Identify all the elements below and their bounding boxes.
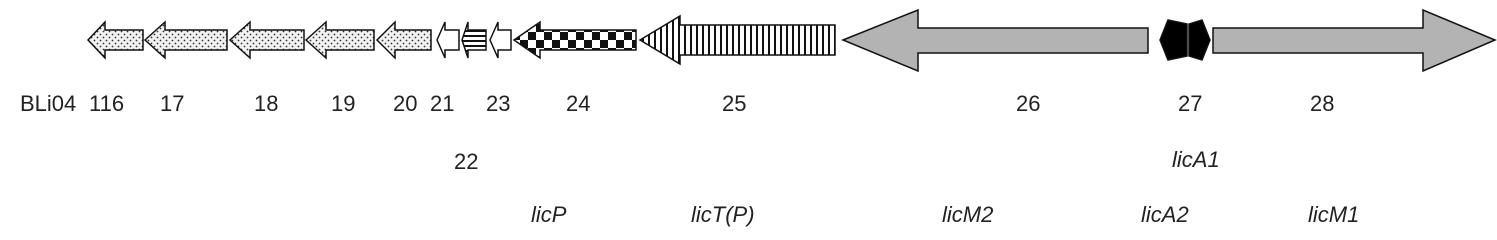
gene-arrow-16 bbox=[88, 22, 143, 58]
gene-name-licP: licP bbox=[531, 202, 567, 227]
gene-arrow-24 bbox=[514, 22, 636, 58]
prefix-label: BLi04 bbox=[20, 91, 77, 116]
gene-arrow-27-left bbox=[1160, 20, 1187, 60]
gene-label-20: 20 bbox=[393, 91, 418, 116]
gene-label-16: 116 bbox=[89, 91, 125, 116]
gene-label-28: 28 bbox=[1310, 91, 1335, 116]
gene-label-27: 27 bbox=[1178, 91, 1203, 116]
gene-label-17: 17 bbox=[160, 91, 185, 116]
gene-arrow-23 bbox=[490, 22, 511, 58]
gene-name-licM1: licM1 bbox=[1308, 202, 1360, 227]
gene-name-licA1: licA1 bbox=[1172, 147, 1220, 172]
gene-label-21: 21 bbox=[430, 91, 455, 116]
gene-name-licT-P: licT(P) bbox=[691, 202, 755, 227]
gene-arrow-28 bbox=[1213, 10, 1495, 71]
gene-arrow-27-right bbox=[1189, 20, 1210, 60]
gene-label-26: 26 bbox=[1016, 91, 1041, 116]
gene-label-23: 23 bbox=[486, 91, 511, 116]
gene-arrow-19 bbox=[306, 22, 374, 58]
gene-arrow-20 bbox=[377, 22, 431, 58]
gene-arrow-26 bbox=[843, 10, 1148, 71]
gene-label-25: 25 bbox=[722, 91, 747, 116]
gene-label-24: 24 bbox=[566, 91, 591, 116]
gene-name-licM2: licM2 bbox=[942, 202, 994, 227]
gene-label-22: 22 bbox=[454, 149, 479, 174]
gene-arrow-25 bbox=[640, 16, 835, 64]
gene-label-18: 18 bbox=[254, 91, 279, 116]
gene-arrow-18 bbox=[230, 22, 304, 58]
gene-arrow-17 bbox=[145, 22, 227, 58]
gene-arrow-21 bbox=[437, 22, 459, 58]
gene-label-19: 19 bbox=[331, 91, 356, 116]
gene-arrow-22 bbox=[462, 22, 486, 58]
gene-name-licA2: licA2 bbox=[1141, 202, 1189, 227]
